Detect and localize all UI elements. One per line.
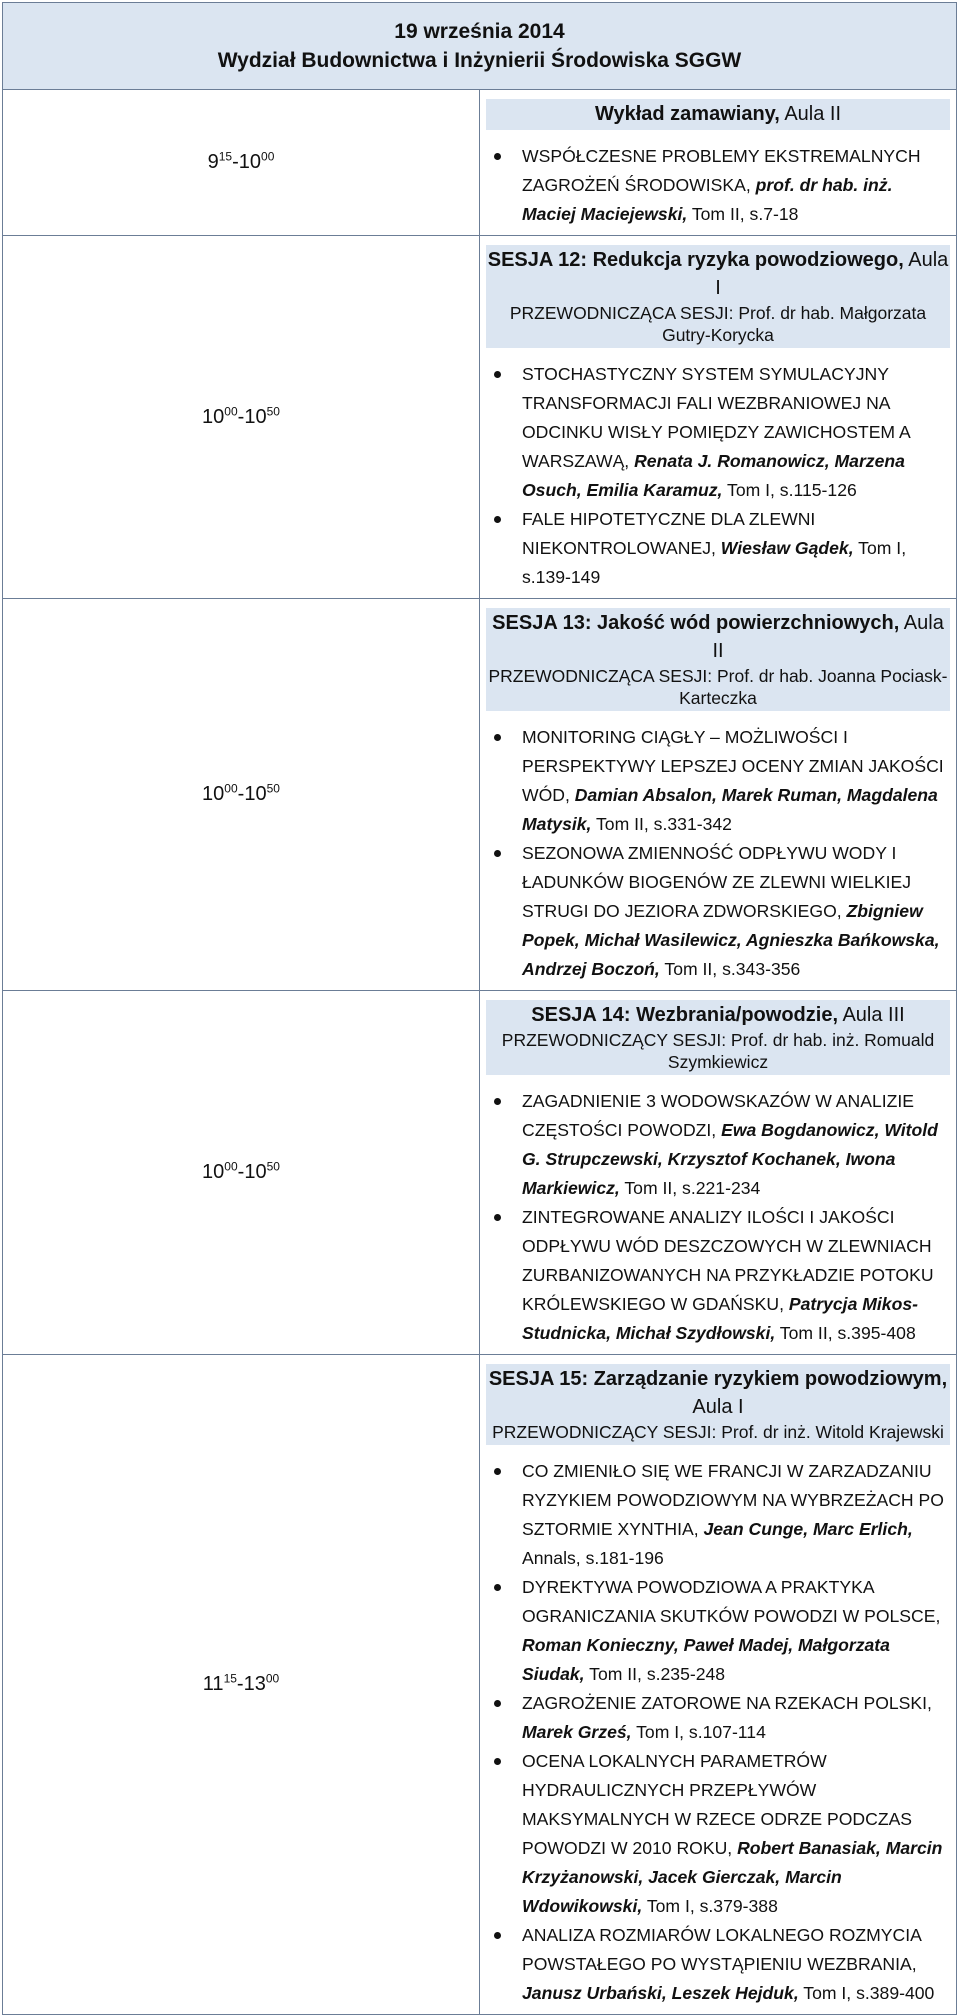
bullet-icon: [494, 153, 501, 160]
paper-list: [486, 1087, 950, 1348]
bullet-icon: [494, 1468, 501, 1475]
session-time: [3, 599, 480, 991]
session-row: [3, 236, 957, 599]
paper-item: [486, 1689, 950, 1747]
start-hour: 10: [202, 783, 225, 805]
start-hour: 10: [202, 1161, 225, 1183]
paper-authors: Marek Grześ,: [522, 1722, 632, 1742]
paper-authors: Ewa Bogdanowicz, Witold G. Strupczewski, Krzysztof Kochanek, Iwona Markiewicz,: [522, 1120, 938, 1198]
paper-item: [486, 1457, 950, 1573]
start-hour: 10: [202, 405, 225, 428]
session-time: [3, 90, 480, 236]
session-title: [486, 100, 950, 128]
paper-item: [486, 839, 950, 984]
paper-item: [486, 1573, 950, 1689]
session-header: [486, 1000, 950, 1075]
header-row: [3, 3, 957, 90]
paper-authors: Wiesław Gądek,: [720, 538, 854, 558]
paper-reference: Tom II, s.221-234: [619, 1178, 761, 1198]
session-header: [486, 608, 950, 711]
time-separator: -: [237, 405, 245, 428]
session-title-bold: SESJA 15: Zarządzanie ryzykiem powodziowym,: [488, 1368, 948, 1390]
faculty-name: Wydział Budownictwa i Inżynierii Środowiska SGGW: [217, 49, 742, 72]
paper-title: STOCHASTYCZNY SYSTEM SYMULACYJNY TRANSFORMACJI FALI WEZBRANIOWEJ NA ODCINKU WISŁY POMIĘDZY ZAWICHOSTEM A WARSZAWĄ,: [522, 364, 910, 471]
session-header: [486, 245, 950, 348]
paper-list: [486, 723, 950, 984]
paper-reference: Tom II, s.395-408: [775, 1323, 916, 1343]
session-content: [480, 236, 957, 599]
session-title-bold: SESJA 12: Redukcja ryzyka powodziowego,: [487, 249, 904, 271]
bullet-icon: [494, 516, 501, 523]
paper-list: [486, 1457, 950, 2008]
session-title: [486, 1365, 950, 1421]
end-hour: 10: [244, 1161, 267, 1183]
end-minutes: 50: [266, 403, 280, 418]
paper-title: ANALIZA ROZMIARÓW LOKALNEGO ROZMYCIA POWSTAŁEGO PO WYSTĄPIENIU WEZBRANIA,: [522, 1925, 921, 1974]
paper-reference: Tom I, s.389-400: [798, 1983, 935, 2003]
session-room: Aula III: [838, 1004, 905, 1026]
session-header: [486, 1364, 950, 1445]
start-minutes: 15: [218, 149, 233, 164]
time-separator: -: [237, 783, 245, 805]
session-chair: PRZEWODNICZĄCA SESJI: Prof. dr hab. Małgorzata Gutry-Korycka: [509, 303, 927, 345]
session-title: [486, 246, 950, 302]
bullet-icon: [494, 1700, 501, 1707]
bullet-icon: [494, 1932, 501, 1939]
session-room: Aula I: [715, 249, 949, 299]
paper-title: CO ZMIENIŁO SIĘ WE FRANCJI W ZARZADZANIU RYZYKIEM POWODZIOWYM NA WYBRZEŻACH PO SZTORMIE XYNTHIA,: [522, 1461, 944, 1539]
paper-authors: Jean Cunge, Marc Erlich,: [703, 1519, 913, 1539]
programme-table: [2, 2, 957, 2015]
session-room: Aula I: [692, 1396, 744, 1418]
paper-authors: Damian Absalon, Marek Ruman, Magdalena Matysik,: [522, 785, 938, 834]
paper-reference: Tom I, s.379-388: [642, 1896, 778, 1916]
session-chair: PRZEWODNICZĄCA SESJI: Prof. dr hab. Joanna Pociask-Karteczka: [488, 666, 948, 708]
paper-item: [486, 360, 950, 505]
paper-authors: prof. dr hab. inż. Maciej Maciejewski,: [522, 175, 893, 224]
session-title-bold: SESJA 14: Wezbrania/powodzie,: [531, 1004, 839, 1026]
start-hour: 9: [207, 151, 219, 173]
end-hour: 10: [238, 151, 262, 173]
start-minutes: 00: [224, 1159, 238, 1174]
start-minutes: 00: [224, 781, 238, 796]
bullet-icon: [494, 1758, 501, 1765]
bullet-icon: [494, 734, 501, 741]
bullet-icon: [494, 1214, 501, 1221]
session-chair: PRZEWODNICZĄCY SESJI: Prof. dr hab. inż. Romuald Szymkiewicz: [501, 1030, 935, 1072]
time-separator: -: [237, 1161, 245, 1183]
paper-authors: Zbigniew Popek, Michał Wasilewicz, Agnieszka Bańkowska, Andrzej Boczoń,: [522, 901, 940, 979]
paper-item: [486, 1203, 950, 1348]
paper-authors: Roman Konieczny, Paweł Madej, Małgorzata Siudak,: [522, 1635, 890, 1684]
session-time: [3, 1355, 480, 2015]
session-title: [486, 609, 950, 665]
bullet-icon: [494, 850, 501, 857]
session-room: Aula II: [779, 103, 842, 125]
bullet-icon: [494, 1098, 501, 1105]
paper-title: WSPÓŁCZESNE PROBLEMY EKSTREMALNYCH ZAGROŻEŃ ŚRODOWISKA,: [522, 146, 921, 195]
paper-authors: Janusz Urbański, Leszek Hejduk,: [522, 1983, 799, 2003]
paper-authors: Renata J. Romanowicz, Marzena Osuch, Emilia Karamuz,: [522, 451, 905, 500]
session-title-bold: Wykład zamawiany,: [594, 103, 780, 125]
paper-item: [486, 723, 950, 839]
paper-reference: Tom II, s.331-342: [591, 814, 732, 834]
paper-reference: Tom II, s.343-356: [659, 959, 801, 979]
session-content: [480, 1355, 957, 2015]
paper-item: [486, 505, 950, 592]
session-content: [480, 599, 957, 991]
session-content: [480, 991, 957, 1355]
end-hour: 13: [243, 1673, 266, 1695]
paper-item: [486, 1747, 950, 1921]
bullet-icon: [494, 371, 501, 378]
paper-list: [486, 142, 950, 229]
session-header: [486, 99, 950, 130]
session-time: [3, 991, 480, 1355]
paper-title: OCENA LOKALNYCH PARAMETRÓW HYDRAULICZNYCH PRZEPŁYWÓW MAKSYMALNYCH W RZECE ODRZE PODCZAS POWODZI W 2010 ROKU,: [522, 1751, 913, 1858]
paper-title: FALE HIPOTETYCZNE DLA ZLEWNI NIEKONTROLOWANEJ,: [522, 509, 816, 558]
start-hour: 11: [202, 1673, 224, 1695]
end-minutes: 50: [266, 1159, 280, 1174]
paper-reference: Tom II, s.235-248: [584, 1664, 726, 1684]
paper-reference: Annals, s.181-196: [522, 1548, 664, 1568]
session-row: [3, 1355, 957, 2015]
session-title: [486, 1001, 950, 1029]
paper-title: ZINTEGROWANE ANALIZY ILOŚCI I JAKOŚCI ODPŁYWU WÓD DESZCZOWYCH W ZLEWNIACH ZURBANIZOWANYCH NA PRZYKŁADZIE POTOKU KRÓLEWSKIEGO W GDAŃSKU,: [522, 1207, 934, 1314]
paper-title: ZAGADNIENIE 3 WODOWSKAZÓW W ANALIZIE CZĘSTOŚCI POWODZI,: [522, 1091, 914, 1140]
session-rows: [3, 90, 957, 2015]
programme-date: 19 września 2014: [394, 20, 565, 43]
session-row: [3, 90, 957, 236]
paper-authors: Patrycja Mikos-Studnicka, Michał Szydłowski,: [522, 1294, 918, 1343]
time-separator: -: [232, 151, 239, 173]
end-minutes: 00: [261, 149, 275, 164]
paper-item: [486, 142, 950, 229]
time-separator: -: [236, 1673, 244, 1695]
header-cell: [3, 3, 957, 90]
paper-item: [486, 1087, 950, 1203]
session-title-bold: SESJA 13: Jakość wód powierzchniowych,: [492, 612, 900, 634]
paper-reference: Tom I, s.115-126: [722, 480, 857, 500]
start-minutes: 00: [224, 403, 238, 418]
end-minutes: 00: [265, 1671, 280, 1686]
bullet-icon: [494, 1584, 501, 1591]
session-content: [480, 90, 957, 236]
start-minutes: 15: [223, 1671, 237, 1686]
paper-title: MONITORING CIĄGŁY – MOŻLIWOŚCI I PERSPEKTYWY LEPSZEJ OCENY ZMIAN JAKOŚCI WÓD,: [522, 727, 944, 805]
paper-title: DYREKTYWA POWODZIOWA A PRAKTYKA OGRANICZANIA SKUTKÓW POWODZI W POLSCE,: [522, 1577, 941, 1626]
paper-item: [486, 1921, 950, 2008]
paper-reference: Tom II, s.7-18: [687, 204, 799, 224]
session-chair: PRZEWODNICZĄCY SESJI: Prof. dr inż. Witold Krajewski: [492, 1422, 944, 1442]
session-row: [3, 599, 957, 991]
paper-title: SEZONOWA ZMIENNOŚĆ ODPŁYWU WODY I ŁADUNKÓW BIOGENÓW ZE ZLEWNI WIELKIEJ STRUGI DO JEZIORA ZDWORSKIEGO,: [522, 843, 912, 921]
session-time: [3, 236, 480, 599]
end-minutes: 50: [266, 781, 280, 796]
session-row: [3, 991, 957, 1355]
paper-authors: Robert Banasiak, Marcin Krzyżanowski, Jacek Gierczak, Marcin Wdowikowski,: [522, 1838, 943, 1916]
end-hour: 10: [244, 405, 267, 428]
session-room: Aula II: [712, 612, 944, 662]
paper-list: [486, 360, 950, 592]
end-hour: 10: [244, 783, 267, 805]
paper-title: ZAGROŻENIE ZATOROWE NA RZEKACH POLSKI,: [522, 1693, 932, 1713]
paper-reference: Tom I, s.139-149: [522, 538, 907, 587]
paper-reference: Tom I, s.107-114: [631, 1722, 766, 1742]
